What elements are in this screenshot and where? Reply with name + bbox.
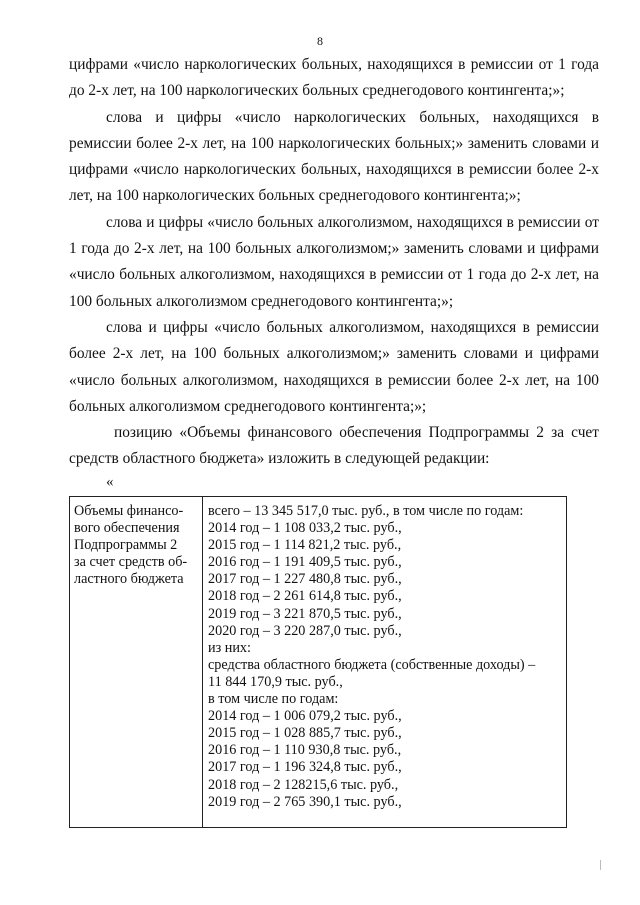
year-line: 2018 год – 2 128215,6 тыс. руб., <box>208 776 399 793</box>
year-line: 2017 год – 1 196 324,8 тыс. руб., <box>208 759 402 776</box>
regional-budget-line: средства областного бюджета (собственные доходы) – <box>208 656 536 673</box>
paragraph-continuation: цифрами «число наркологических больных, находящихся в ремиссии от 1 года до 2-х лет, на 100 наркологических больных среднегодового контингента;»; <box>69 56 599 100</box>
label-line: Объемы финансо- <box>74 503 184 519</box>
page-number: 8 <box>317 34 323 48</box>
funding-table-label-cell <box>70 497 203 827</box>
year-line: 2015 год – 1 114 821,2 тыс. руб., <box>208 537 402 554</box>
year-line: 2014 год – 1 006 079,2 тыс. руб., <box>208 708 402 725</box>
subsection-line: из них: <box>208 639 251 656</box>
opening-quote-mark: « <box>106 474 114 490</box>
year-line: 2016 год – 1 110 930,8 тыс. руб., <box>208 742 402 759</box>
year-line: 2020 год – 3 220 287,0 тыс. руб., <box>208 622 402 639</box>
label-line: ластного бюджета <box>74 571 184 588</box>
year-line: 2017 год – 1 227 480,8 тыс. руб., <box>208 571 402 588</box>
subsection-line: в том числе по годам: <box>208 691 339 708</box>
paragraph-narcology-remission: слова и цифры «число наркологических больных, находящихся в ремиссии более 2-х лет, на 100 наркологических больных;» заменить словами и цифрами «число наркологических больных, находящихся в ремиссии более 2-х лет, на 100 наркологических больных среднегодового контингента;»; <box>69 108 599 205</box>
document-body <box>69 52 599 473</box>
funding-table <box>69 496 567 828</box>
label-line: Подпрограммы 2 <box>74 537 178 554</box>
year-line: 2016 год – 1 191 409,5 тыс. руб., <box>208 554 402 571</box>
year-line: 2015 год – 1 028 885,7 тыс. руб., <box>208 725 402 742</box>
label-line: за счет средств об- <box>74 554 188 571</box>
year-line: 2018 год – 2 261 614,8 тыс. руб., <box>208 588 402 605</box>
total-line: всего – 13 345 517,0 тыс. руб., в том числе по годам: <box>208 503 524 519</box>
paragraph-alcoholism-remission-1-2-years: слова и цифры «число больных алкоголизмом, находящихся в ремиссии от 1 года до 2-х лет, на 100 больных алкоголизмом;» заменить словами и цифрами «число больных алкоголизмом, находящихся в ремиссии от 1 года до 2-х лет, на 100 больных алкоголизмом среднегодового контингента;»; <box>69 213 599 310</box>
funding-table-value-cell <box>203 497 566 827</box>
scan-edge-mark <box>600 860 601 870</box>
paragraph-alcoholism-remission-over-2-years: слова и цифры «число больных алкоголизмом, находящихся в ремиссии более 2-х лет, на 100 больных алкоголизмом;» заменить словами и цифрами «число больных алкоголизмом, находящихся в ремиссии более 2-х лет, на 100 больных алкоголизмом среднегодового контингента;»; <box>69 318 599 415</box>
paragraph-funding-position: позицию «Объемы финансового обеспечения Подпрограммы 2 за счет средств областного бюджета» изложить в следующей редакции: <box>69 424 599 468</box>
regional-budget-total-line: 11 844 170,9 тыс. руб., <box>208 673 343 690</box>
label-line: вого обеспечения <box>74 520 180 537</box>
year-line: 2019 год – 3 221 870,5 тыс. руб., <box>208 605 402 622</box>
year-line: 2014 год – 1 108 033,2 тыс. руб., <box>208 520 402 537</box>
year-line: 2019 год – 2 765 390,1 тыс. руб., <box>208 793 402 810</box>
